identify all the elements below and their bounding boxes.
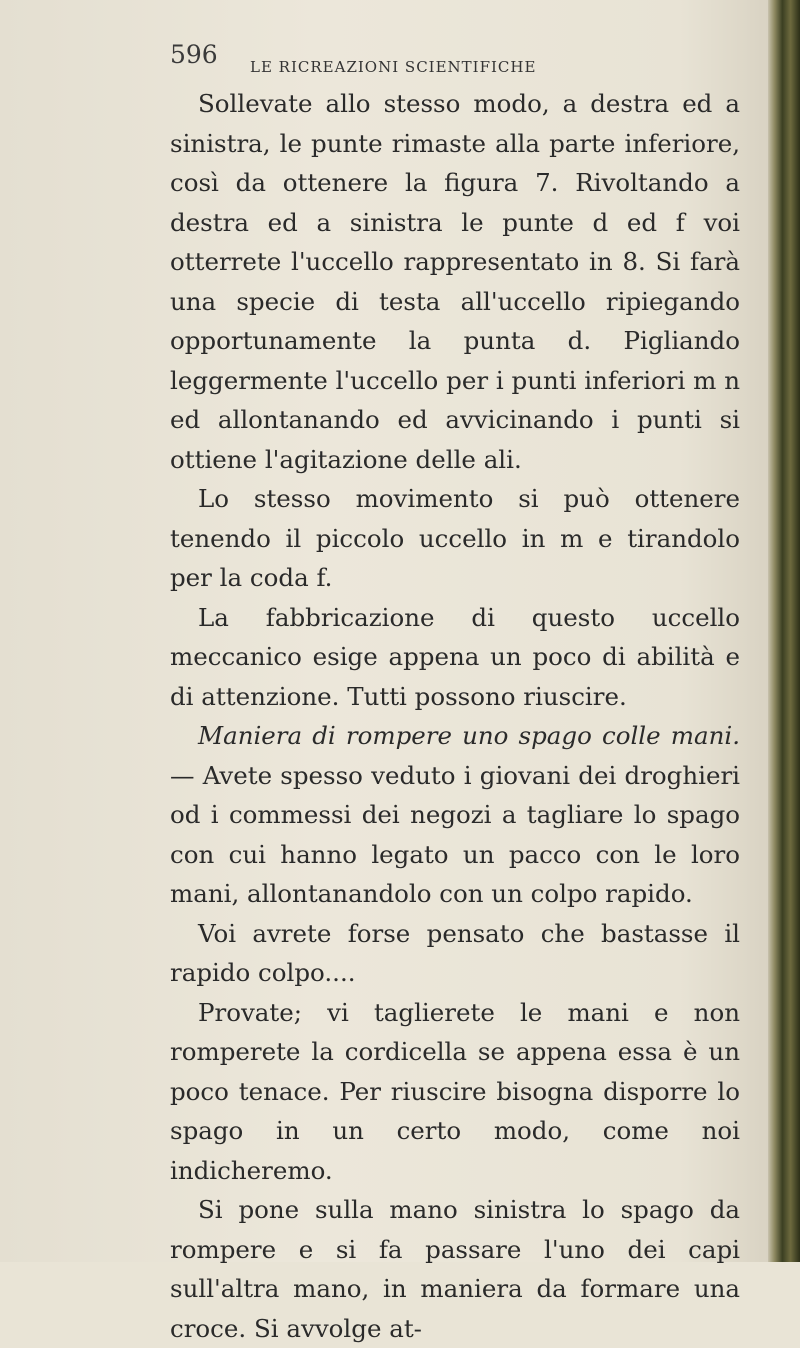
paragraph-1: Sollevate allo stesso modo, a destra ed a sinistra, le punte rimaste alla parte inferiore, così da ottenere la figura 7. Rivoltando a destra ed a sinistra le punte d ed f voi otterrete l'uccello rappresentato in 8. Si farà una specie di testa all'uccello ripiegando opportunamente la punta d. Pigliando leggermente l'uccello per i punti inferiori m n ed allontanando ed avvicinando i punti si ottiene l'agitazione delle ali. <box>170 89 740 474</box>
section-title: Maniera di rompere uno spago colle mani. <box>198 721 740 750</box>
page-edge-binding <box>768 0 800 1262</box>
paragraph-4 <box>170 716 740 914</box>
paragraph-4-text: — Avete spesso veduto i giovani dei droghieri od i commessi dei negozi a tagliare lo spago con cui hanno legato un pacco con le loro mani, allontanandolo con un colpo rapido. <box>170 760 740 908</box>
paragraph-6: Provate; vi taglierete le mani e non romperete la cordicella se appena essa è un poco tenace. Per riuscire bisogna disporre lo spago in un certo modo, come noi indicheremo. <box>170 997 740 1185</box>
page-number: 596 <box>170 40 218 69</box>
paragraph-2: Lo stesso movimento si può ottenere tenendo il piccolo uccello in m e tirandolo per la coda f. <box>170 484 740 592</box>
paragraph-7: Si pone sulla mano sinistra lo spago da rompere e si fa passare l'uno dei capi sull'altra mano, in maniera da formare una croce. Si avvolge at- <box>170 1195 740 1343</box>
paragraph-3: La fabbricazione di questo uccello meccanico esige appena un poco di abilità e di attenzione. Tutti possono riuscire. <box>170 602 740 711</box>
page-header <box>170 40 770 80</box>
running-head: LE RICREAZIONI SCIENTIFICHE <box>250 58 537 76</box>
paragraph-5: Voi avrete forse pensato che bastasse il rapido colpo.... <box>170 918 740 987</box>
body-text <box>170 84 740 1348</box>
